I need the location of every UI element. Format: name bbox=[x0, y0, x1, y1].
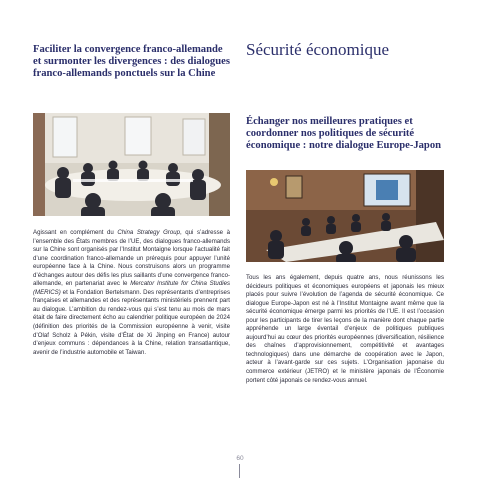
page-section-title: Sécurité économique bbox=[246, 40, 390, 59]
left-body-text-2: , qui s’adresse à l’ensemble des États membres de l’UE, des dialogues franco-allemands sur la Chine sont organisés par l’Institut Montaigne lorsque l’actualité fait d’une coordination franco-allemande un prérequis pour appuyer l’unité européenne face à la Chine. Nous construisons alors un programme d’échanges autour des défis les plus saillants d’une convergence franco-allemande, en partenariat avec le bbox=[33, 229, 230, 288]
left-section-heading: Faciliter la convergence franco-allemande et surmonter les divergences : des dialogues franco-allemands ponctuels sur la Chine bbox=[33, 44, 230, 79]
right-section-heading: Échanger nos meilleures pratiques et coordonner nos politiques de sécurité économique : notre dialogue Europe-Japon bbox=[246, 116, 442, 151]
right-body-paragraph: Tous les ans également, depuis quatre ans, nous réunissons les décideurs politiques et économiques européens et japonais les mieux placés pour suivre l’évolution de l’agenda de sécurité économique. Ce dialogue Europe-Japon est né à l’Institut Montaigne avant même que la sécurité économique émerge parmi les priorités de l’UE. Il est l’occasion pour les participants de tirer les leçons de la manière dont chaque partie appréhende un large éventail d’enjeux de politiques publiques aujourd’hui au cœur des priorités européennes (diversification, résilience des chaînes d’approvisionnement, compétitivité et avantages technologiques) dans une démarche de coopération avec le Japon, acteur à l’avant-garde sur ces sujets. L’Organisation japonaise du commerce extérieur (JETRO) et le ministère japonais de l’Économie portent côté japonais ce rendez-vous annuel. bbox=[246, 274, 444, 384]
left-body-paragraph bbox=[33, 229, 230, 357]
left-body-emphasis-1: China Strategy Group bbox=[117, 229, 181, 236]
left-body-emphasis-2: Mercator Institute for China Studies (MERICS) bbox=[33, 280, 230, 296]
page-number: 60 bbox=[236, 455, 244, 462]
meeting-photo-europe-japan-illustration bbox=[246, 170, 444, 262]
meeting-photo-europe-japan bbox=[246, 170, 444, 262]
left-body-text-3: et la Fondation Bertelsmann. Des représentants d’entreprises françaises et allemandes et des représentants ministériels prennent part au dialogue. L’ambition du rendez-vous qui s’est tenu au mois de mars était de faire directement écho au calendrier politique européen de 2024 (définition des priorités de la Commission européenne à venir, visite d’Olaf Scholz à Pékin, visite d’État de Xi Jinping en France) autour d’enjeux communs : dépendances à la Chine, relation transatlantique, avenir de l’industrie automobile et Taiwan. bbox=[33, 288, 230, 356]
page-number-rule bbox=[239, 464, 240, 478]
left-body-text-1: Agissant en complément du bbox=[33, 229, 118, 236]
meeting-photo-franco-german bbox=[33, 113, 230, 216]
meeting-photo-franco-german-illustration bbox=[33, 113, 230, 216]
